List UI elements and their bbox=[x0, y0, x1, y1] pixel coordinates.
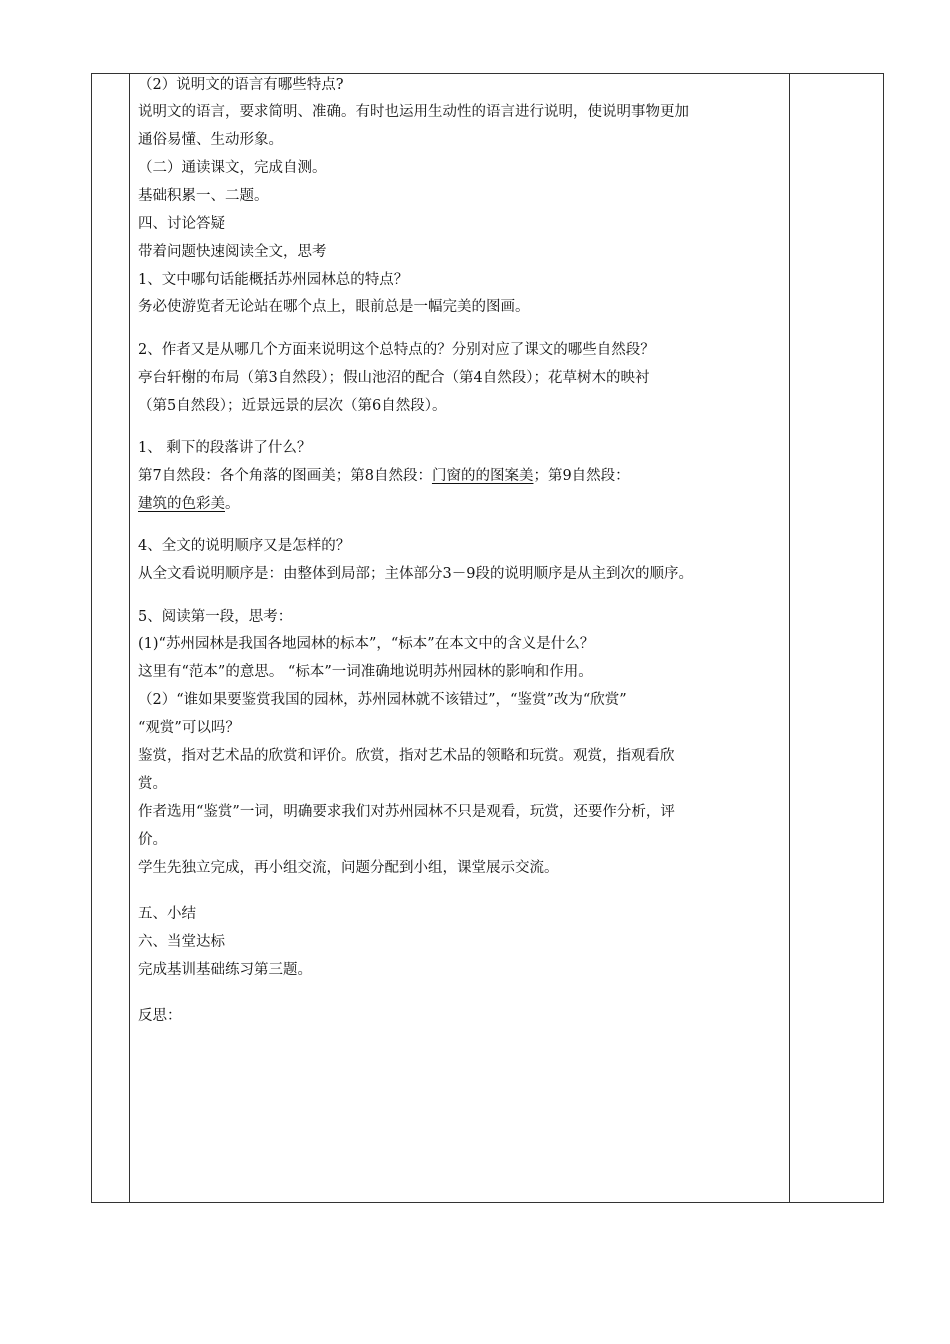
answer-2-line-2: （第5自然段）；近景远景的层次（第6自然段）。 bbox=[138, 398, 447, 414]
lesson-plan-table bbox=[91, 73, 884, 1203]
question-1: 1、文中哪句话能概括苏州园林总的特点？ bbox=[138, 272, 409, 288]
answer-5-2-line-2: 赏。 bbox=[138, 776, 167, 792]
answer-language-features-2: 通俗易懂、生动形象。 bbox=[138, 132, 283, 148]
right-column-cell bbox=[789, 74, 883, 1202]
question-2: 2、作者又是从哪几个方面来说明这个总特点的？分别对应了课文的哪些自然段？ bbox=[138, 342, 655, 358]
answer-2-line-1: 亭台轩榭的布局（第3自然段）；假山池沼的配合（第4自然段）；花草树木的映衬 bbox=[138, 370, 650, 386]
question-language-features: （2）说明文的语言有哪些特点? bbox=[138, 77, 344, 93]
question-5-2-line-1: （2）“谁如果要鉴赏我国的园林，苏州园林就不该错过”，“鉴赏”改为“欣赏” bbox=[138, 692, 627, 708]
reading-instruction: 带着问题快速阅读全文，思考 bbox=[138, 244, 327, 260]
underlined-answer-door-window: 门窗的的图案美 bbox=[431, 468, 534, 484]
question-3: 1、 剩下的段落讲了什么？ bbox=[138, 440, 312, 456]
section-heading-summary: 五、小结 bbox=[138, 906, 196, 922]
answer-4: 从全文看说明顺序是：由整体到局部；主体部分3－9段的说明顺序是从主到次的顺序。 bbox=[138, 566, 693, 582]
basic-exercise-note: 基础积累一、二题。 bbox=[138, 188, 269, 204]
section-heading-discussion: 四、讨论答疑 bbox=[138, 216, 225, 232]
answer-5-2-line-1: 鉴赏，指对艺术品的欣赏和评价。欣赏，指对艺术品的领略和玩赏。观赏，指观看欣 bbox=[138, 748, 675, 764]
activity-note: 学生先独立完成，再小组交流，问题分配到小组，课堂展示交流。 bbox=[138, 860, 559, 876]
answer-5-1: 这里有“范本”的意思。 “标本”一词准确地说明苏州园林的影响和作用。 bbox=[138, 664, 593, 680]
question-5-2-line-2: “观赏”可以吗？ bbox=[138, 720, 240, 736]
practice-task: 完成基训基础练习第三题。 bbox=[138, 962, 312, 978]
left-column-cell bbox=[92, 74, 130, 1202]
answer-language-features-1: 说明文的语言，要求简明、准确。有时也运用生动性的语言进行说明，使说明事物更加 bbox=[138, 104, 689, 120]
answer-5-2-line-3: 作者选用“鉴赏”一词，明确要求我们对苏州园林不只是观看，玩赏，还要作分析，评 bbox=[138, 804, 675, 820]
question-5: 5、阅读第一段，思考： bbox=[138, 609, 293, 625]
step-read-text: （二）通读课文，完成自测。 bbox=[138, 160, 327, 176]
question-5-1: (1)“苏州园林是我国各地园林的标本”，“标本”在本文中的含义是什么？ bbox=[138, 636, 595, 652]
answer-1: 务必使游览者无论站在哪个点上，眼前总是一幅完美的图画。 bbox=[138, 299, 530, 315]
underlined-answer-building-color: 建筑的色彩美 bbox=[138, 496, 225, 512]
reflection-label: 反思： bbox=[138, 1008, 182, 1024]
answer-5-2-line-4: 价。 bbox=[138, 832, 167, 848]
question-4: 4、全文的说明顺序又是怎样的？ bbox=[138, 538, 351, 554]
answer-3-line-1: 第7自然段：各个角落的图画美；第8自然段：门窗的的图案美；第9自然段： bbox=[138, 468, 630, 484]
section-heading-practice: 六、当堂达标 bbox=[138, 934, 225, 950]
answer-3-line-2: 建筑的色彩美。 bbox=[138, 496, 240, 512]
